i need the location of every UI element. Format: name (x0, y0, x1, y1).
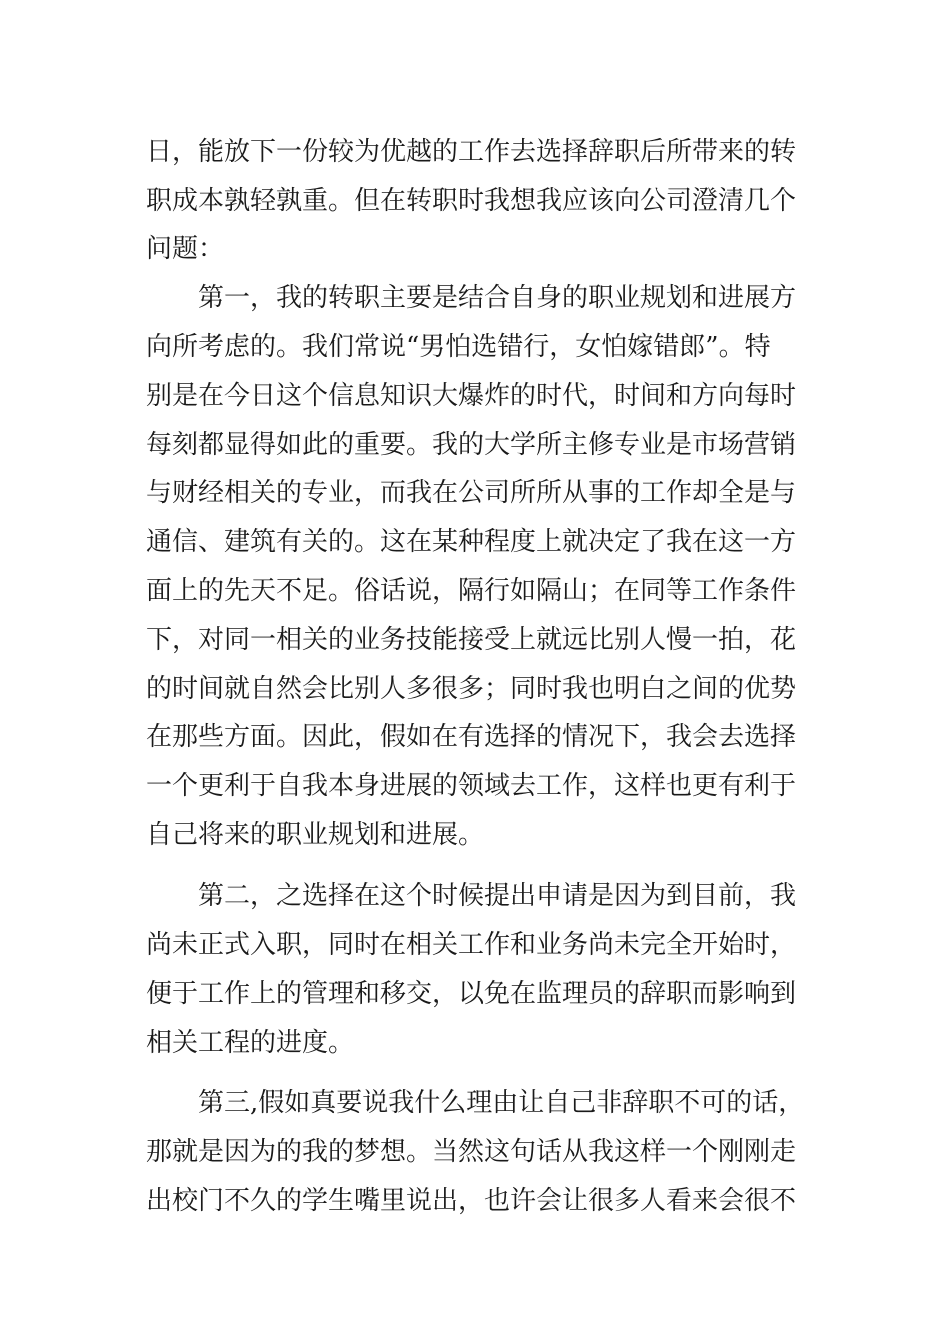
text-line: 职成本孰轻孰重。但在转职时我想我应该向公司澄清几个 (146, 186, 797, 216)
text-line: 问题： (146, 234, 225, 264)
text-line: 下，对同一相关的业务技能接受上就远比别人慢一拍，花 (146, 625, 797, 655)
text-line: 通信、建筑有关的。这在某种程度上就决定了我在这一方 (146, 527, 797, 557)
text-line: 尚未正式入职，同时在相关工作和业务尚未完全开始时， (146, 930, 797, 960)
text-line: 一个更利于自我本身进展的领域去工作，这样也更有利于 (146, 771, 797, 801)
text-line: 与财经相关的专业，而我在公司所所从事的工作却全是与 (146, 478, 797, 508)
paragraph-start-line: 第二，之选择在这个时候提出申请是因为到目前，我 (198, 881, 797, 911)
text-line: 向所考虑的。我们常说“男怕选错行，女怕嫁错郎”。特 (146, 332, 771, 362)
text-line: 自己将来的职业规划和进展。 (146, 820, 485, 850)
paragraph-start-line: 第一，我的转职主要是结合自身的职业规划和进展方 (198, 283, 797, 313)
text-line: 那就是因为的我的梦想。当然这句话从我这样一个刚刚走 (146, 1137, 797, 1167)
text-line: 便于工作上的管理和移交，以免在监理员的辞职而影响到 (146, 979, 797, 1009)
text-line: 的时间就自然会比别人多很多；同时我也明白之间的优势 (146, 674, 797, 704)
paragraph-start-line: 第三,假如真要说我什么理由让自己非辞职不可的话， (198, 1088, 805, 1118)
text-line: 出校门不久的学生嘴里说出，也许会让很多人看来会很不 (146, 1186, 797, 1216)
text-line: 每刻都显得如此的重要。我的大学所主修专业是市场营销 (146, 430, 797, 460)
text-line: 别是在今日这个信息知识大爆炸的时代，时间和方向每时 (146, 381, 797, 411)
text-line: 面上的先天不足。俗话说，隔行如隔山；在同等工作条件 (146, 576, 797, 606)
text-line: 在那些方面。因此，假如在有选择的情况下，我会去选择 (146, 722, 797, 752)
text-line: 相关工程的进度。 (146, 1028, 355, 1058)
text-line: 日，能放下一份较为优越的工作去选择辞职后所带来的转 (146, 137, 797, 167)
